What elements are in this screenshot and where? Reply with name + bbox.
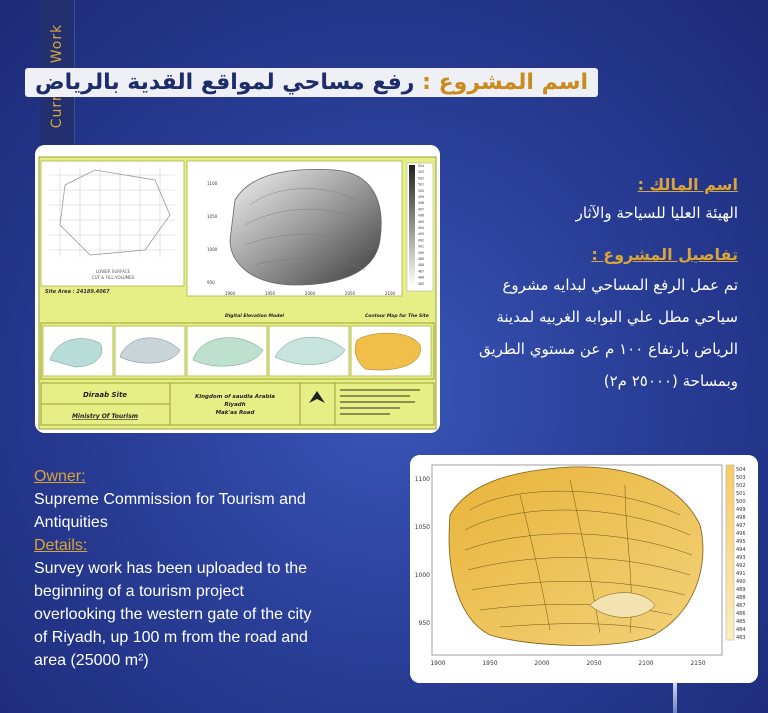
legend-label: 503 (736, 475, 746, 481)
legend-label: 498 (736, 515, 746, 521)
y-tick-label: 1050 (414, 524, 430, 531)
legend-label: 495 (736, 539, 746, 545)
details-ar-line: وبمساحة (٢٥٠٠٠ م٢) (603, 372, 738, 390)
x-tick-label: 2100 (384, 291, 396, 296)
road-name: Mak'as Road (215, 410, 255, 416)
legend-label: 502 (736, 483, 746, 489)
details-ar-line: سياحي مطل علي البوابه الغربيه لمدينة (496, 308, 738, 326)
details-line: Survey work has been uploaded to the (34, 560, 308, 577)
legend-label: 485 (736, 619, 746, 625)
contour-map-card (410, 455, 758, 683)
legend-label: 501 (418, 182, 425, 187)
x-tick-label: 1950 (264, 291, 276, 296)
legend-label: 494 (736, 547, 746, 553)
details-line: beginning of a tourism project (34, 583, 244, 600)
legend-label: 489 (418, 257, 425, 261)
tower-silhouette (673, 683, 677, 713)
legend-label: 496 (418, 213, 425, 218)
legend-label: 500 (736, 499, 746, 505)
site-area-label: Site Area : 24189.4067 (45, 289, 110, 295)
legend-label: 483 (736, 635, 746, 641)
legend-label: 486 (736, 611, 746, 617)
owner-ar-heading: اسم المالك : (637, 175, 738, 194)
legend-label: 500 (418, 188, 425, 193)
legend-label: 486 (418, 275, 425, 280)
owner-line: Supreme Commission for Tourism and (34, 491, 306, 508)
legend-label: 495 (418, 219, 425, 224)
project-title-label: اسم المشروع : (422, 70, 588, 95)
survey-sheet (35, 145, 440, 433)
legend-label: 499 (418, 195, 425, 199)
legend-label: 489 (736, 587, 746, 593)
y-tick-label: 1100 (207, 181, 218, 186)
legend-label: 501 (736, 491, 746, 497)
owner-heading: Owner: (34, 468, 86, 485)
legend-label: 497 (736, 523, 746, 529)
x-tick-label: 2150 (690, 660, 706, 667)
contour-label: Contour Map for The Site (365, 314, 429, 319)
legend-label: 494 (418, 226, 425, 230)
details-ar-heading: تفاصيل المشروع : (591, 245, 738, 264)
details-heading: Details: (34, 537, 88, 554)
legend-label: 496 (736, 531, 746, 537)
english-description (34, 465, 394, 672)
legend-label: 503 (418, 170, 425, 175)
legend-label: 488 (418, 263, 425, 268)
legend-label: 491 (736, 571, 746, 577)
legend-label: 487 (736, 603, 746, 609)
thumbnail-3d-1 (43, 326, 113, 376)
legend-label: 504 (418, 164, 425, 168)
legend-label: 499 (736, 507, 746, 513)
y-tick-label: 950 (207, 280, 215, 285)
legend-label: 488 (736, 595, 746, 601)
kingdom-name: Kingdom of saudia Arabia (194, 394, 276, 400)
legend-label: 492 (736, 563, 746, 569)
x-tick-label: 1950 (482, 660, 498, 667)
project-title-value: رفع مساحي لمواقع القدية بالرياض (35, 70, 415, 95)
survey-sheet-card (35, 145, 440, 433)
legend-label: 504 (736, 467, 746, 473)
thumbnail-contour (351, 326, 431, 376)
x-tick-label: 1900 (430, 660, 446, 667)
y-tick-label: 1000 (207, 247, 218, 252)
details-line: area (25000 m²) (34, 652, 149, 669)
legend-label: 497 (418, 207, 425, 212)
details-line: overlooking the western gate of the city (34, 606, 312, 623)
legend-label: 490 (736, 579, 746, 585)
y-tick-label: 1100 (414, 476, 430, 483)
legend-label: 493 (736, 555, 746, 561)
thumbnail-3d-3 (187, 326, 267, 376)
legend-label: 502 (418, 176, 425, 181)
legend-label: 490 (418, 250, 425, 255)
svg-text:LOWER SURFACE: LOWER SURFACE (96, 269, 130, 274)
x-tick-label: 2000 (304, 291, 316, 296)
y-tick-label: 950 (418, 620, 430, 627)
contour-map (410, 455, 758, 683)
owner-line: Antiquities (34, 514, 108, 531)
x-tick-label: 1900 (224, 291, 236, 296)
y-tick-label: 1000 (414, 572, 430, 579)
svg-text:CUT & FILL VOLUMES: CUT & FILL VOLUMES (91, 275, 135, 280)
x-tick-label: 2000 (534, 660, 550, 667)
x-tick-label: 2100 (638, 660, 654, 667)
x-tick-label: 2050 (586, 660, 602, 667)
legend-label: 487 (418, 269, 425, 274)
legend-label: 498 (418, 201, 425, 206)
details-line: of Riyadh, up 100 m from the road and (34, 629, 308, 646)
details-ar-line: الرياض بارتفاع ١٠٠ م عن مستوي الطريق (478, 340, 738, 358)
thumbnail-3d-2 (115, 326, 185, 376)
city-name: Riyadh (224, 402, 246, 408)
details-ar-block (438, 245, 738, 390)
legend-label: 492 (418, 238, 425, 243)
legend-label: 485 (418, 281, 425, 286)
thumbnail-3d-4 (269, 326, 349, 376)
site-name: Diraab Site (82, 391, 128, 399)
legend-label: 484 (736, 627, 746, 633)
owner-ar-value: الهيئة العليا للسياحة والآثار (575, 204, 738, 222)
y-tick-label: 1050 (207, 214, 218, 219)
legend-label: 493 (418, 232, 425, 237)
ministry-name: Ministry Of Tourism (71, 413, 139, 420)
dem-label: Digital Elevation Model (225, 314, 284, 319)
legend-label: 491 (418, 244, 425, 249)
project-title-ar (25, 68, 598, 97)
x-tick-label: 2050 (344, 291, 356, 296)
details-ar-line: تم عمل الرفع المساحي لبدايه مشروع (502, 276, 738, 294)
owner-ar-block (438, 175, 738, 222)
